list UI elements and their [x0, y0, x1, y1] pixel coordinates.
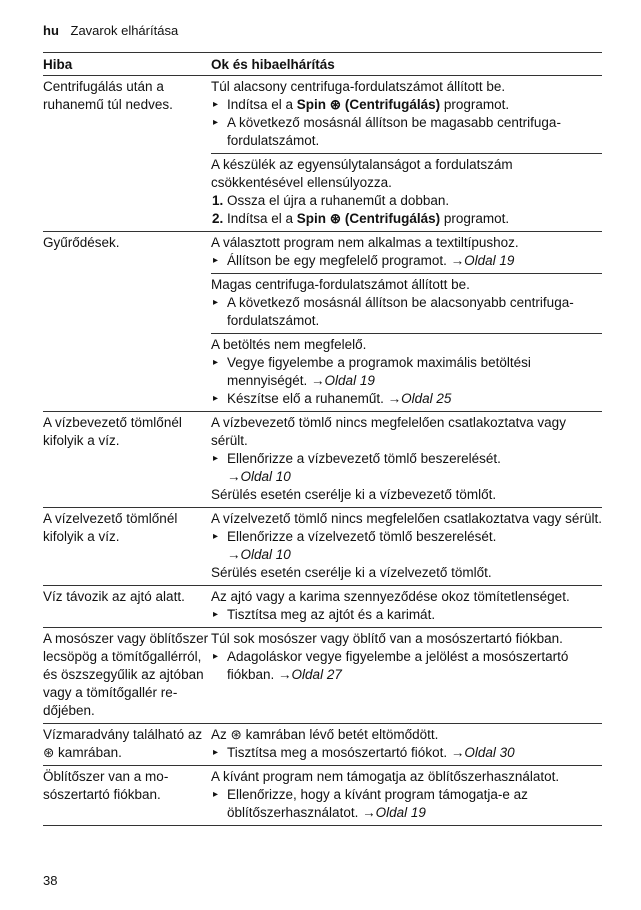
troubleshooting-table: [43, 52, 602, 826]
fault-cell: Vízmaradvány található az ⊛ kamrában.: [43, 727, 203, 760]
cause-cell: [211, 76, 602, 231]
list-text: Adagoláskor vegye figyelembe a jelölést a mosószertartó fiókban.: [227, 649, 569, 682]
list-text: Ellenőrizze a vízelvezető tömlő beszerelését.: [227, 529, 497, 544]
cause-text: Túl alacsony centrifuga-fordulatszámot állított be.: [211, 79, 506, 94]
page-header: [43, 23, 178, 38]
list-item: [211, 744, 602, 762]
cause-block: [211, 724, 602, 765]
list-item: ▸ A következő mosásnál állítson be magasabb centrifuga-fordulatszámot.: [211, 114, 602, 150]
page-reference-link[interactable]: →Oldal 10: [227, 547, 291, 562]
cause-text: Sérülés esetén cserélje ki a vízelvezető tömlőt.: [211, 565, 492, 580]
cause-cell: [211, 766, 602, 825]
list-text: Ellenőrizze a vízbevezető tömlő beszerelését.: [227, 451, 501, 466]
cause-cell: [211, 412, 602, 507]
column-header-ok: Ok és hibaelhárítás: [211, 57, 335, 72]
list-item: [211, 450, 602, 486]
list-text: programot.: [440, 97, 510, 112]
cause-cell: [211, 586, 602, 627]
table-row: [43, 508, 602, 586]
cause-cell: [211, 724, 602, 765]
numbered-item: [211, 210, 602, 228]
cause-block: [211, 508, 602, 585]
cause-text: Az ajtó vagy a karima szennyeződése okoz tömítetlenséget.: [211, 589, 570, 604]
cause-text: A vízelvezető tömlő nincs megfelelően csatlakoztatva vagy sérült.: [211, 511, 602, 526]
list-text: Tisztítsa meg a mosószertartó fiókot.: [227, 745, 451, 760]
table-header-row: [43, 52, 602, 76]
step-text: programot.: [440, 211, 510, 226]
list-item: [211, 648, 602, 684]
table-row: [43, 232, 602, 412]
cause-text: A vízbevezető tömlő nincs megfelelően csatlakoztatva vagy sérült.: [211, 415, 566, 448]
cause-text: Az ⊛ kamrában lévő betét eltömődött.: [211, 727, 439, 742]
cause-block: [211, 273, 602, 333]
cause-block: [211, 766, 602, 825]
fault-cell: Gyűrődések.: [43, 235, 120, 250]
page-reference-link[interactable]: →Oldal 10: [227, 469, 291, 484]
fault-cell: A mosószer vagy öblítőszer lecsöpög a tömítőgallérról, és öszszegyűlik az ajtóban vagy a tömítőgallér redőjében.: [43, 631, 209, 718]
cause-block: [211, 333, 602, 411]
list-item: [211, 354, 602, 390]
table-row: [43, 586, 602, 628]
list-item: ▸ A következő mosásnál állítson be alacsonyabb centrifuga-fordulatszámot.: [211, 294, 602, 330]
page-number: 38: [43, 873, 58, 888]
list-text: Állítson be egy megfelelő programot.: [227, 253, 451, 268]
cause-block: [211, 412, 602, 507]
list-text: Vegye figyelembe a programok maximális betöltési mennyiségét.: [227, 355, 531, 388]
cause-cell: [211, 628, 602, 723]
language-code: hu: [43, 23, 59, 38]
fault-cell: Öblítőszer van a mosószertartó fiókban.: [43, 769, 169, 802]
list-text: Készítse elő a ruhaneműt.: [227, 391, 388, 406]
table-row: [43, 628, 602, 724]
page-reference-link[interactable]: →Oldal 19: [450, 253, 515, 268]
cause-text: A kívánt program nem támogatja az öblítőszerhasználatot.: [211, 769, 560, 784]
step-number: 1.: [212, 193, 224, 208]
cause-text: Túl sok mosószer vagy öblítő van a mosószertartó fiókban.: [211, 631, 563, 646]
cause-text: A készülék az egyensúlytalanságot a fordulatszám csökkentésével ellensúlyozza.: [211, 157, 513, 190]
program-name: Spin ⊛ (Centrifugálás): [296, 97, 441, 112]
step-text: Indítsa el a: [227, 211, 297, 226]
list-item: [211, 786, 602, 822]
list-item: [211, 390, 602, 408]
cause-block: [211, 586, 602, 627]
step-text: Ossza el újra a ruhaneműt a dobban.: [227, 193, 450, 208]
list-text: Ellenőrizze, hogy a kívánt program támogatja-e az öblítőszerhasználatot.: [227, 787, 528, 820]
numbered-item: [211, 192, 602, 210]
list-text: Indítsa el a: [227, 97, 297, 112]
fault-cell: Víz távozik az ajtó alatt.: [43, 589, 185, 604]
cause-text: A választott program nem alkalmas a textiltípushoz.: [211, 235, 519, 250]
page-reference-link[interactable]: →Oldal 19: [362, 805, 426, 820]
fault-cell: Centrifugálás után a ruhanemű túl nedves.: [43, 79, 173, 112]
cause-text: A betöltés nem megfelelő.: [211, 337, 367, 352]
cause-text: Magas centrifuga-fordulatszámot állított be.: [211, 277, 470, 292]
cause-block: [211, 628, 602, 687]
list-item: [211, 252, 602, 270]
list-item: [211, 528, 602, 564]
cause-block: [211, 153, 602, 231]
table-row: [43, 412, 602, 508]
table-row: [43, 724, 602, 766]
column-header-hiba: Hiba: [43, 57, 73, 72]
cause-text: Sérülés esetén cserélje ki a vízbevezető tömlőt.: [211, 487, 497, 502]
table-row: [43, 76, 602, 232]
cause-cell: [211, 232, 602, 411]
fault-cell: A vízelvezető tömlőnél kifolyik a víz.: [43, 511, 178, 544]
page-reference-link[interactable]: →Oldal 19: [311, 373, 375, 388]
page-reference-link[interactable]: →Oldal 25: [387, 391, 452, 406]
list-item: [211, 96, 602, 114]
cause-block: [211, 76, 602, 153]
fault-cell: A vízbevezető tömlőnél kifolyik a víz.: [43, 415, 182, 448]
program-name: Spin ⊛ (Centrifugálás): [296, 211, 441, 226]
table-row: [43, 766, 602, 826]
page-reference-link[interactable]: →Oldal 27: [278, 667, 342, 682]
list-item: ▸ Tisztítsa meg az ajtót és a karimát.: [211, 606, 602, 624]
page-reference-link[interactable]: →Oldal 30: [450, 745, 515, 760]
cause-block: [211, 232, 602, 273]
step-number: 2.: [212, 211, 224, 226]
cause-cell: [211, 508, 602, 585]
section-title: Zavarok elhárítása: [70, 23, 179, 38]
